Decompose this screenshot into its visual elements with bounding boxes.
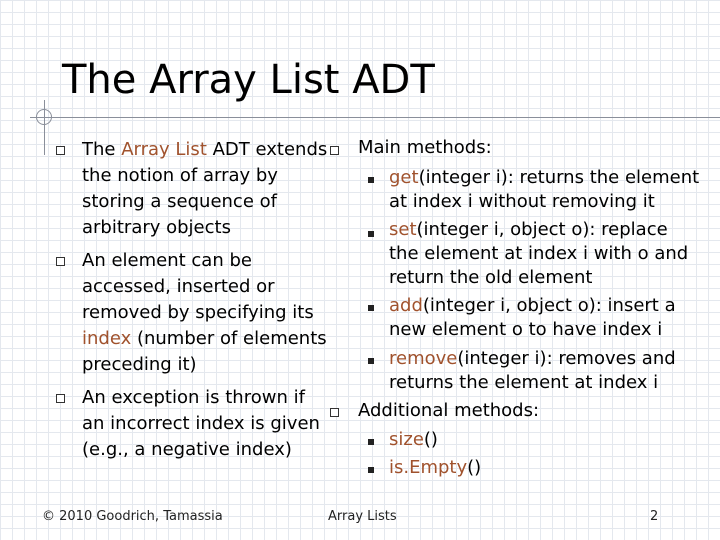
bullet-square-icon <box>56 394 65 403</box>
title-accent-line <box>30 117 720 118</box>
left-bullet-2-line-4: index (number of elements <box>82 328 327 349</box>
method-size: size() <box>389 429 438 450</box>
left-bullet-2-line-3: removed by specifying its <box>82 302 314 323</box>
array-list-highlight: Array List <box>121 139 207 160</box>
page-number: 2 <box>650 509 659 524</box>
index-highlight: index <box>82 328 132 349</box>
method-remove-line-2: returns the element at index i <box>389 372 659 393</box>
method-get-name: get <box>389 167 419 188</box>
bullet-filled-square-icon <box>368 358 374 364</box>
slide-title: The Array List ADT <box>62 57 435 103</box>
bullet-filled-square-icon <box>368 467 374 473</box>
left-bullet-1-line-2: the notion of array by <box>82 165 278 186</box>
method-set-name: set <box>389 219 417 240</box>
left-bullet-2-line-1: An element can be <box>82 250 252 271</box>
left-bullet-3-line-2: an incorrect index is given <box>82 413 320 434</box>
main-methods-heading: Main methods: <box>358 137 492 158</box>
method-isempty: is.Empty() <box>389 457 482 478</box>
method-remove-name: remove <box>389 348 458 369</box>
footer-title: Array Lists <box>328 509 397 524</box>
additional-methods-heading: Additional methods: <box>358 400 540 421</box>
title-accent-circle <box>36 109 52 125</box>
bullet-filled-square-icon <box>368 439 374 445</box>
method-set-line-2: the element at index i with o and <box>389 243 689 264</box>
method-get-line-1: get(integer i): returns the element <box>389 167 700 188</box>
left-bullet-1-line-3: storing a sequence of <box>82 191 277 212</box>
method-add-line-2: new element o to have index i <box>389 319 663 340</box>
method-add-line-1: add(integer i, object o): insert a <box>389 295 676 316</box>
footer-copyright: © 2010 Goodrich, Tamassia <box>42 509 223 524</box>
bullet-filled-square-icon <box>368 305 374 311</box>
bullet-square-icon <box>330 146 339 155</box>
method-remove-line-1: remove(integer i): removes and <box>389 348 676 369</box>
bullet-filled-square-icon <box>368 231 374 237</box>
bullet-square-icon <box>56 146 65 155</box>
left-bullet-1-line-4: arbitrary objects <box>82 217 231 238</box>
bullet-square-icon <box>56 257 65 266</box>
method-set-line-3: return the old element <box>389 267 593 288</box>
method-set-line-1: set(integer i, object o): replace <box>389 219 668 240</box>
method-add-name: add <box>389 295 423 316</box>
left-bullet-3-line-3: (e.g., a negative index) <box>82 439 292 460</box>
left-bullet-1-line-1: The Array List ADT extends <box>82 139 328 160</box>
bullet-filled-square-icon <box>368 177 374 183</box>
left-bullet-2-line-2: accessed, inserted or <box>82 276 275 297</box>
bullet-square-icon <box>330 408 339 417</box>
method-isempty-name: is.Empty <box>389 457 468 478</box>
left-bullet-2-line-5: preceding it) <box>82 354 197 375</box>
left-bullet-3-line-1: An exception is thrown if <box>82 387 305 408</box>
method-size-name: size <box>389 429 424 450</box>
method-get-line-2: at index i without removing it <box>389 191 655 212</box>
